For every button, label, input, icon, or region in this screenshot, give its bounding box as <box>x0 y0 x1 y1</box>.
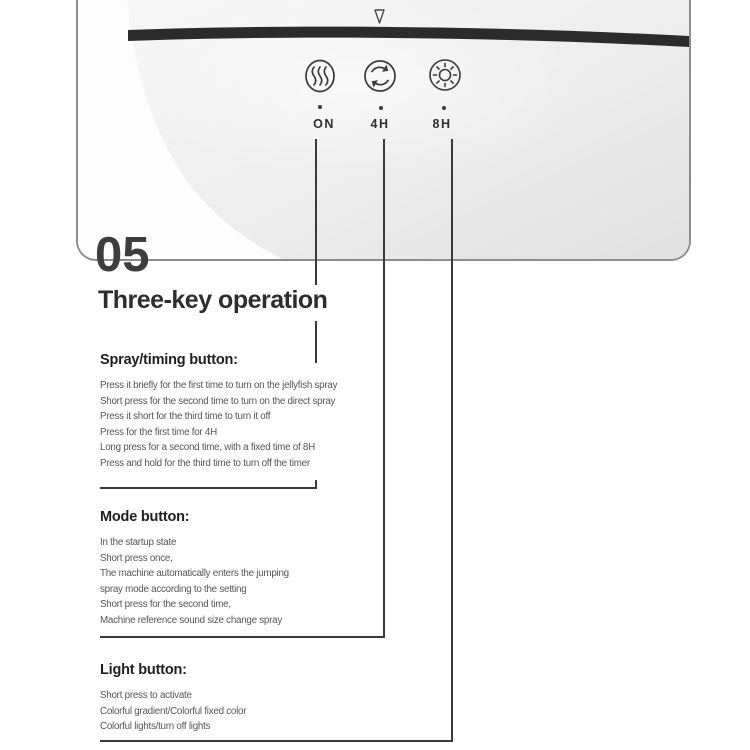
section-mode <box>100 509 410 628</box>
indicator-dot <box>318 105 322 109</box>
callout-line-8h <box>451 139 453 742</box>
callout-line-on-upper <box>315 139 317 285</box>
section-title: Mode button: <box>100 509 190 525</box>
page-title: Three-key operation <box>98 286 328 314</box>
section-line: Press it short for the third time to turn it off <box>100 411 271 422</box>
section-title: Spray/timing button: <box>100 352 238 368</box>
section-line: Short press for the second time to turn on the direct spray <box>100 395 336 407</box>
section-line: Press for the first time for 4H <box>100 426 217 438</box>
section-line: Colorful lights/turn off lights <box>100 721 211 732</box>
section-spray-timing <box>100 352 410 471</box>
indicator-dot <box>379 106 383 110</box>
section-line: Press it briefly for the first time to turn on the jellyfish spray <box>100 380 338 391</box>
step-number: 05 <box>95 228 150 282</box>
section-light <box>100 662 410 735</box>
section-line: Short press to activate <box>100 690 192 701</box>
indicator-dot <box>442 106 446 110</box>
key-label-on: ON <box>313 117 335 131</box>
section-line: In the startup state <box>100 537 177 548</box>
underline-corner-tick <box>315 480 317 489</box>
section-line: Press and hold for the third time to turn off the timer <box>100 457 310 469</box>
section-line: Short press for the second time, <box>100 599 231 610</box>
section-line: Long press for a second time, with a fixed time of 8H <box>100 442 315 453</box>
key-label-4h: 4H <box>370 117 390 131</box>
section-line: The machine automatically enters the jumping <box>100 568 289 579</box>
section-line: Short press once, <box>100 552 173 564</box>
section-line: Colorful gradient/Colorful fixed color <box>100 705 247 717</box>
section-underline-spray <box>100 487 317 489</box>
section-underline-mode <box>100 636 385 638</box>
section-line: Machine reference sound size change spray <box>100 614 282 626</box>
section-underline-light <box>100 740 453 742</box>
section-line: spray mode according to the setting <box>100 583 247 595</box>
key-label-8h: 8H <box>432 117 452 131</box>
section-title: Light button: <box>100 662 187 678</box>
